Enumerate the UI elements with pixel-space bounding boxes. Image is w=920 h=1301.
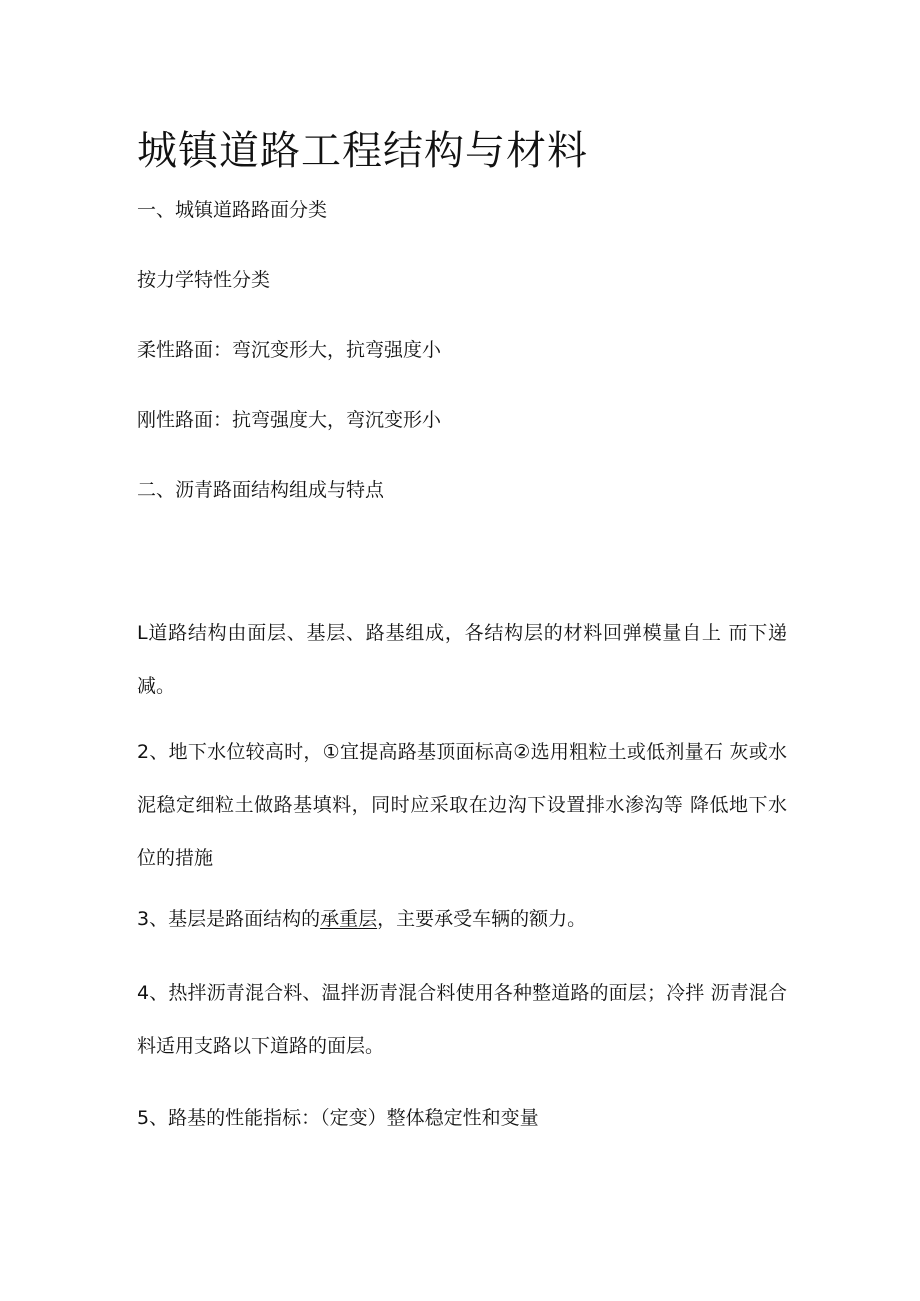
- list-item-4: 4、热拌沥青混合料、温拌沥青混合料使用各种整道路的面层；冷拌 沥青混合料适用支路以下道路的面层。: [137, 982, 787, 1057]
- underlined-term: 承重层: [320, 908, 378, 930]
- document-title: 城镇道路工程结构与材料: [137, 128, 588, 174]
- list-item-3-prefix: 3、基层是路面结构的: [137, 908, 321, 930]
- section-heading-road-surface-classification: 一、城镇道路路面分类: [137, 199, 328, 221]
- rigid-pavement-line: 刚性路面：抗弯强度大，弯沉变形小: [137, 409, 442, 431]
- list-item-3: [137, 893, 787, 946]
- flexible-pavement-line: 柔性路面：弯沉变形大，抗弯强度小: [137, 339, 442, 361]
- classification-basis-line: 按力学特性分类: [137, 269, 271, 291]
- list-item-5: 5、路基的性能指标：（定变）整体稳定性和变量: [137, 1107, 539, 1129]
- section-heading-asphalt-structure: 二、沥青路面结构组成与特点: [137, 479, 385, 501]
- list-item-1: L道路结构由面层、基层、路基组成，各结构层的材料回弹模量自上 而下递减。: [137, 622, 787, 697]
- list-item-2: 2、地下水位较高时，①宜提高路基顶面标高②选用粗粒土或低剂量石 灰或水泥稳定细粒土做路基填料，同时应采取在边沟下设置排水渗沟等 降低地下水位的措施: [137, 741, 787, 869]
- list-item-3-suffix: ，主要承受车辆的额力。: [377, 908, 587, 930]
